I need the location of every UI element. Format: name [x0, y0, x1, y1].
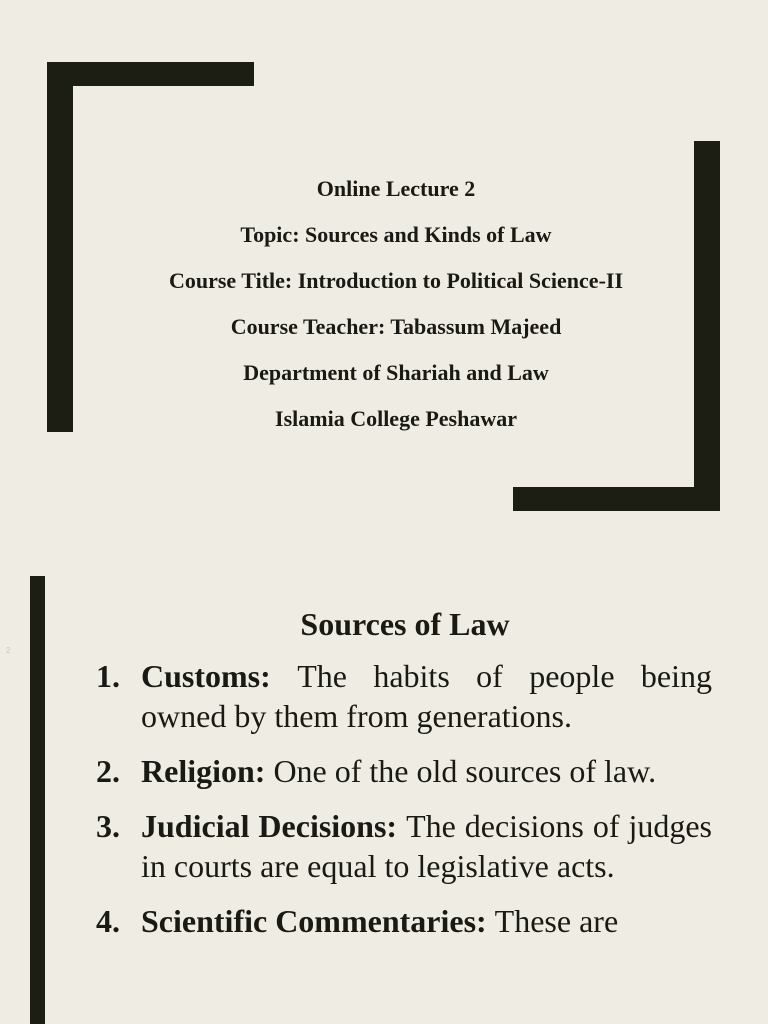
item-term: Customs: — [141, 658, 298, 694]
item-number: 1. — [96, 658, 120, 694]
slide-number: 2 — [6, 646, 11, 655]
lecture-topic: Topic: Sources and Kinds of Law — [240, 222, 552, 247]
corner-bracket-bottom-right-vertical — [694, 141, 720, 511]
item-number: 2. — [96, 753, 120, 789]
sources-list — [96, 656, 712, 956]
item-term: Scientific Commentaries: — [141, 903, 495, 939]
item-text: These are — [494, 903, 619, 939]
item-number: 3. — [96, 808, 120, 844]
corner-bracket-top-left-vertical — [47, 62, 73, 432]
slide-heading: Sources of Law — [300, 606, 510, 642]
item-number: 4. — [96, 903, 120, 939]
course-title: Course Title: Introduction to Political Science-II — [168, 268, 624, 293]
item-text: The habits of people being owned by them from generations. — [141, 658, 713, 734]
institution: Islamia College Peshawar — [275, 406, 517, 431]
title-block — [100, 166, 692, 442]
course-teacher: Course Teacher: Tabassum Majeed — [230, 314, 562, 339]
item-term: Religion: — [141, 753, 274, 789]
slide-accent-bar — [30, 576, 45, 1024]
item-term: Judicial Decisions: — [141, 808, 407, 844]
item-text: One of the old sources of law. — [273, 753, 657, 789]
list-item — [96, 806, 712, 886]
item-text: The decisions of judges in courts are equal to legislative acts. — [141, 808, 713, 884]
list-item — [96, 901, 712, 941]
corner-bracket-bottom-right-horizontal — [513, 487, 720, 511]
corner-bracket-top-left-horizontal — [47, 62, 254, 86]
department: Department of Shariah and Law — [243, 360, 549, 385]
list-item — [96, 656, 712, 736]
lecture-number: Online Lecture 2 — [316, 176, 476, 201]
list-item — [96, 751, 712, 791]
